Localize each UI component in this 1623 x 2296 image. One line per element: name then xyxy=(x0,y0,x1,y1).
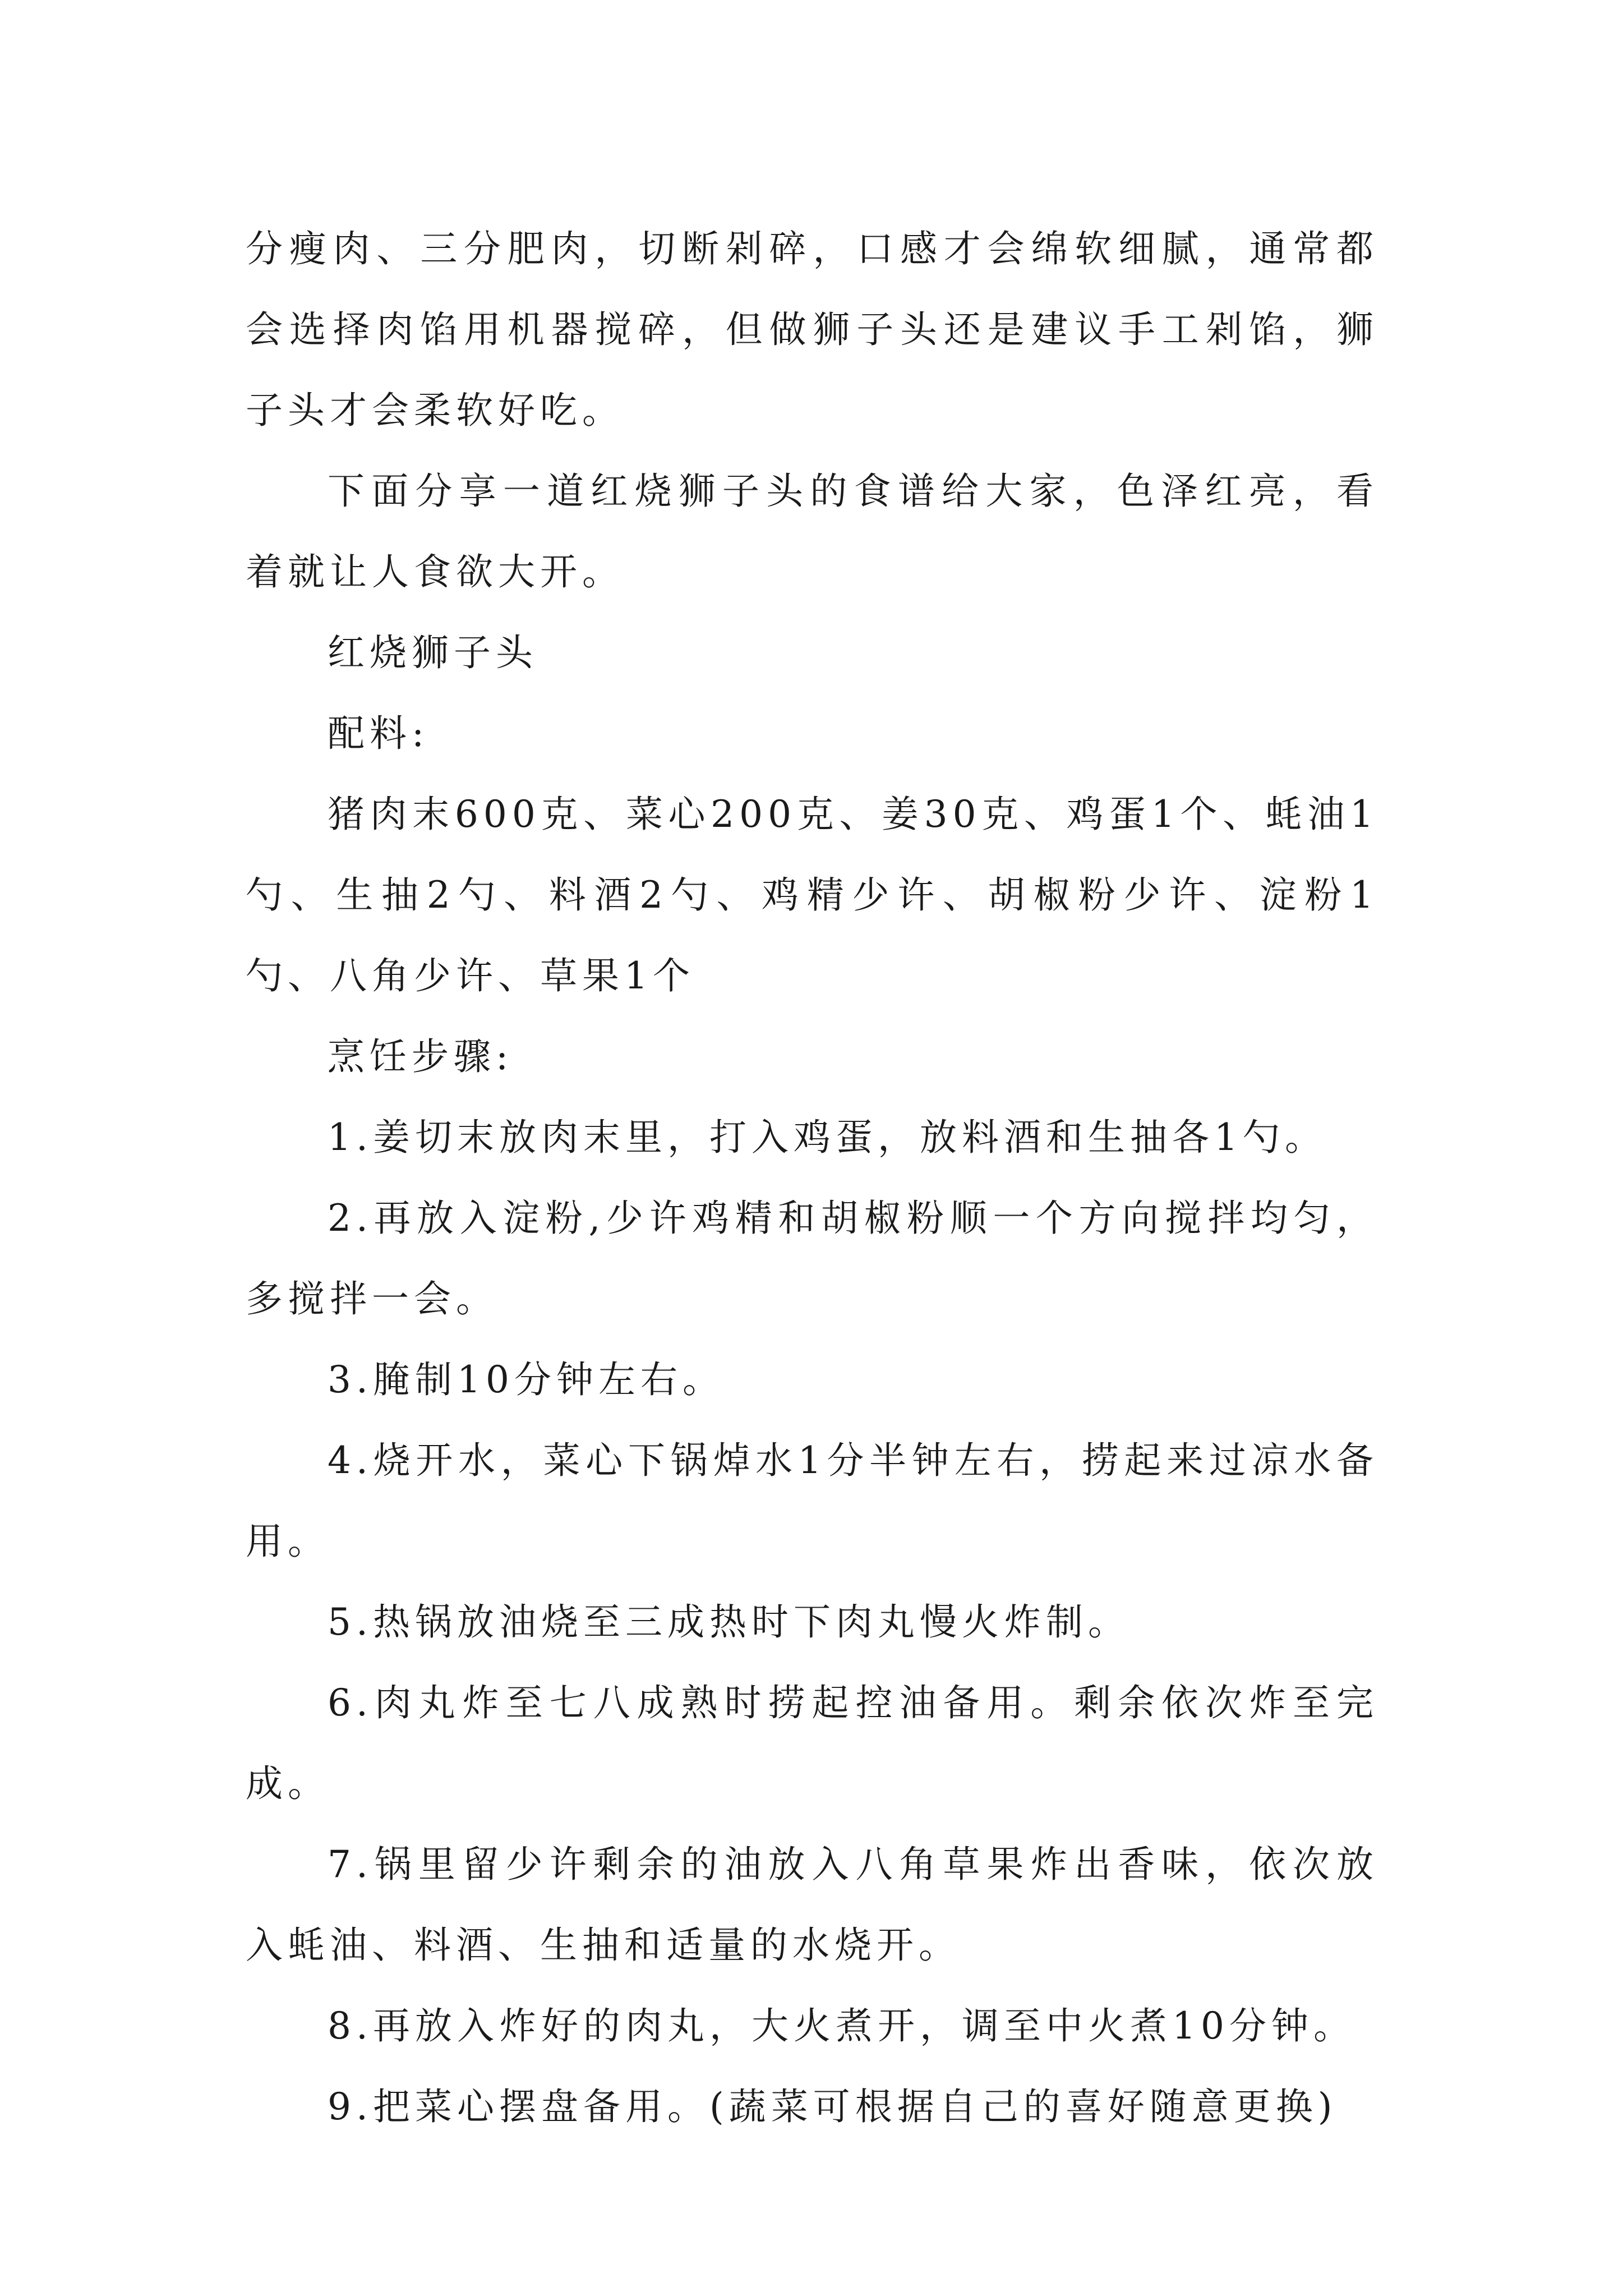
step-4: 4.烧开水，菜心下锅焯水1分半钟左右，捞起来过凉水备用。 xyxy=(246,1439,1378,1563)
step-9: 9.把菜心摆盘备用。(蔬菜可根据自己的喜好随意更换) xyxy=(328,2085,1338,2128)
step-2: 2.再放入淀粉,少许鸡精和胡椒粉顺一个方向搅拌均匀，多搅拌一会。 xyxy=(246,1197,1378,1320)
paragraph-intro: 下面分享一道红烧狮子头的食谱给大家，色泽红亮，看着就让人食欲大开。 xyxy=(246,470,1378,593)
step-8: 8.再放入炸好的肉丸，大火煮开，调至中火煮10分钟。 xyxy=(328,2004,1355,2047)
recipe-title: 红烧狮子头 xyxy=(328,631,538,674)
step-6: 6.肉丸炸至七八成熟时捞起控油备用。剩余依次炸至完成。 xyxy=(246,1681,1378,1805)
step-7: 7.锅里留少许剩余的油放入八角草果炸出香味，依次放入蚝油、料酒、生抽和适量的水烧开。 xyxy=(246,1843,1378,1967)
step-1: 1.姜切末放肉末里，打入鸡蛋，放料酒和生抽各1勺。 xyxy=(328,1116,1327,1159)
step-5: 5.热锅放油烧至三成热时下肉丸慢火炸制。 xyxy=(328,1600,1130,1644)
document-body xyxy=(246,209,1378,2147)
ingredients-heading: 配料: xyxy=(328,712,430,755)
steps-heading: 烹饪步骤: xyxy=(328,1035,514,1078)
ingredients-list: 猪肉末600克、菜心200克、姜30克、鸡蛋1个、蚝油1勺、生抽2勺、料酒2勺、鸡精少许、胡椒粉少许、淀粉1勺、八角少许、草果1个 xyxy=(246,793,1378,997)
paragraph-meat-ratio: 分瘦肉、三分肥肉，切断剁碎，口感才会绵软细腻，通常都会选择肉馅用机器搅碎，但做狮子头还是建议手工剁馅，狮子头才会柔软好吃。 xyxy=(246,227,1378,432)
step-3: 3.腌制10分钟左右。 xyxy=(328,1358,725,1401)
